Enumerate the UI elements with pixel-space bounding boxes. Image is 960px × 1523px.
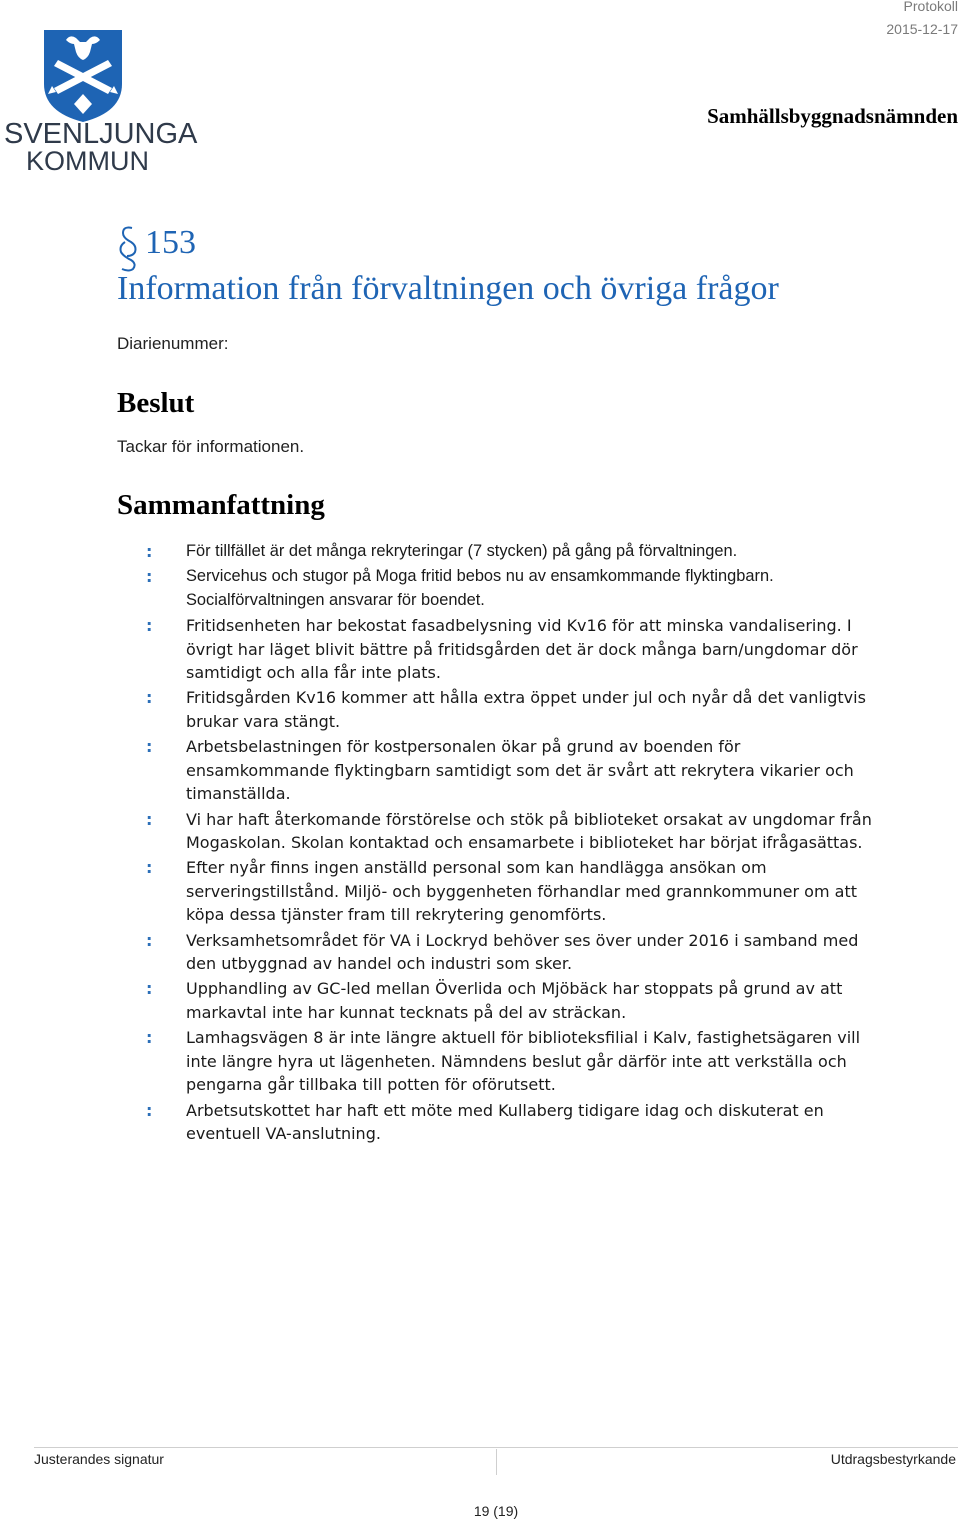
bullet-marker: :	[146, 809, 153, 829]
beslut-text: Tackar för informationen.	[117, 437, 305, 456]
diarie-label: Diarienummer:	[117, 334, 229, 353]
bullet-marker: :	[146, 1100, 153, 1120]
list-item	[146, 614, 886, 685]
bullet-marker: :	[146, 567, 153, 587]
list-item-text: Fritidsgården Kv16 kommer att hålla extra öppet under jul och nyår då det vanligtvis brukar vara stängt.	[186, 688, 866, 731]
section-title: Information från förvaltningen och övriga frågor	[117, 270, 779, 307]
list-item-text: För tillfället är det många rekryteringar (7 stycken) på gång på förvaltningen.	[186, 542, 738, 560]
signature-label: Justerandes signatur	[34, 1451, 164, 1467]
bullet-marker: :	[146, 1028, 153, 1048]
logo-text-line1: SVENLJUNGA	[4, 118, 198, 150]
footer-vertical-divider	[496, 1449, 497, 1475]
list-item-text: Fritidsenheten har bekostat fasadbelysning vid Kv16 för att minska vandalisering. I övrigt har läget blivit bättre på fritidsgården det är dock många barn/ungdomar dör samtidigt och alla får inte plats.	[186, 615, 858, 683]
page-number: 19 (19)	[473, 1503, 519, 1519]
municipality-logo	[4, 26, 198, 176]
footer-divider-line	[34, 1447, 958, 1448]
document-type: Protokoll	[903, 0, 958, 14]
list-item	[146, 686, 886, 733]
bullet-marker: :	[146, 542, 153, 561]
bullet-marker: :	[146, 737, 153, 757]
committee-name: Samhällsbyggnadsnämnden	[707, 104, 958, 128]
summary-list	[146, 540, 886, 1147]
list-item	[146, 565, 886, 612]
list-item	[146, 808, 886, 855]
bullet-marker: :	[146, 858, 153, 878]
list-item	[146, 1026, 886, 1097]
logo-text-line2: KOMMUN	[26, 146, 149, 176]
list-item-text: Arbetsutskottet har haft ett möte med Kullaberg tidigare idag och diskuterat en eventuell VA-anslutning.	[186, 1100, 824, 1144]
list-item-text: Verksamhetsområdet för VA i Lockryd behöver ses över under 2016 i samband med den utbyggnad av handel och industri som sker.	[186, 930, 859, 974]
summary-heading: Sammanfattning	[117, 489, 325, 521]
list-item	[146, 977, 886, 1024]
list-item	[146, 929, 886, 976]
list-item	[146, 856, 886, 927]
section-number: 153	[145, 224, 196, 261]
bullet-marker: :	[146, 979, 153, 999]
list-item-text: Upphandling av GC-led mellan Överlida och Mjöbäck har stoppats på grund av att markavtal inte har kunnat tecknats på del av sträckan.	[186, 979, 843, 1023]
list-item-text: Arbetsbelastningen för kostpersonalen ökar på grund av boenden för ensamkommande flyktingbarn samtidigt som det är svårt att rekrytera vikarier och timanställda.	[186, 737, 854, 804]
list-item	[146, 735, 886, 806]
paragraph-sign-icon	[117, 224, 139, 274]
list-item	[146, 1099, 886, 1146]
list-item-text: Servicehus och stugor på Moga fritid bebos nu av ensamkommande flyktingbarn. Socialförvaltningen ansvarar för boendet.	[186, 567, 774, 609]
list-item-text: Efter nyår finns ingen anställd personal som kan handlägga ansökan om serveringstillstånd. Miljö- och byggenheten förhandlar med grannkommuner om att köpa dessa tjänster fram till rekrytering genomförts.	[186, 858, 857, 925]
list-item-text: Vi har haft återkomande förstörelse och stök på biblioteket orsakat av ungdomar från Mogaskolan. Skolan kontaktad och ensamarbete i biblioteket har börjat ifrågasättas.	[186, 809, 872, 853]
list-item-text: Lamhagsvägen 8 är inte längre aktuell för biblioteksfilial i Kalv, fastighetsägaren vill inte längre hyra ut lägenheten. Nämndens beslut går därför inte att verkställa och pengarna går tillbaka till potten för oförutsett.	[186, 1028, 861, 1095]
bullet-marker: :	[146, 930, 153, 950]
document-date: 2015-12-17	[886, 21, 958, 37]
list-item	[146, 540, 886, 564]
certification-label: Utdragsbestyrkande	[830, 1451, 956, 1467]
bullet-marker: :	[146, 688, 153, 708]
bullet-marker: :	[146, 615, 153, 635]
beslut-heading: Beslut	[117, 387, 195, 419]
